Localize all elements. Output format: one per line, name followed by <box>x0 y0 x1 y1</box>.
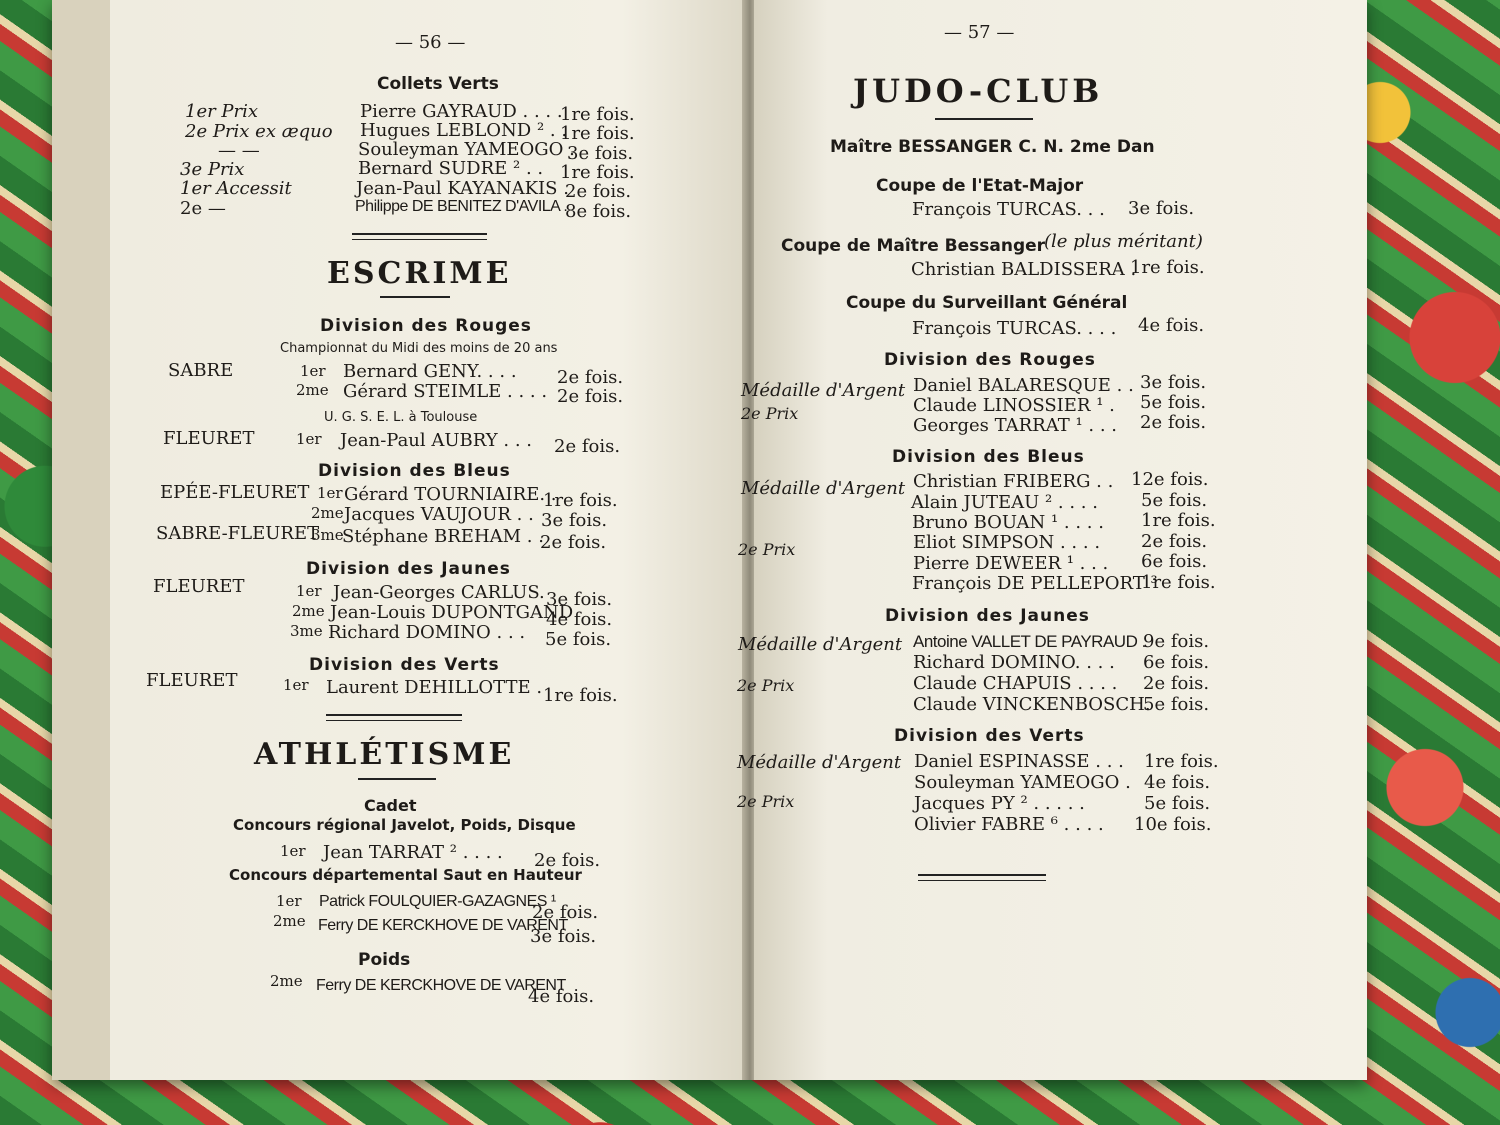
ath-row2-name-1: Patrick FOULQUIER-GAZAGNES ¹ <box>319 893 556 910</box>
coupe-etat-name: François TURCAS. . . <box>912 199 1105 220</box>
ath-row2-place-1: 1er <box>276 892 302 910</box>
verts-judo-name-3: Jacques PY ² . . . . . <box>914 793 1085 814</box>
judo-div-jaunes: Division des Jaunes <box>885 606 1090 626</box>
ath-row2-place-2: 2me <box>273 912 306 930</box>
sabre-fleuret-name: Stéphane BREHAM . . <box>342 526 544 547</box>
sabre-fleuret-label: SABRE-FLEURET <box>156 523 320 544</box>
sabre-fleuret-count: 2e fois. <box>540 532 607 553</box>
verts-name: Laurent DEHILLOTTE . <box>326 677 543 698</box>
collets-name-2: Hugues LEBLOND ² . . <box>360 120 568 141</box>
verts-judo-name-1: Daniel ESPINASSE . . . <box>914 751 1124 772</box>
fleuret1-name: Jean-Paul AUBRY . . . <box>340 430 532 451</box>
bleus-medaille-label: Médaille d'Argent <box>741 478 906 499</box>
concours1-label: Concours régional Javelot, Poids, Disque <box>233 816 576 834</box>
verts-judo-name-4: Olivier FABRE ⁶ . . . . <box>914 814 1104 835</box>
athletisme-title: ATHLÉTISME <box>254 737 515 772</box>
sabre-fleuret-place: 3me <box>311 526 344 544</box>
jaunes-judo-name-1: Antoine VALLET DE PAYRAUD . <box>913 632 1146 651</box>
jaunes-judo-name-2: Richard DOMINO. . . . <box>913 652 1115 673</box>
concours2-label: Concours départemental Saut en Hauteur <box>229 866 582 884</box>
ath-row3-name: Ferry DE KERCKHOVE DE VARENT <box>316 977 566 994</box>
jaunes-prix-label: 2e Prix <box>737 676 795 695</box>
fleuret1-count: 2e fois. <box>554 436 621 457</box>
epee-place-1: 1er <box>317 484 343 502</box>
bleus-name-4: Eliot SIMPSON . . . . <box>913 532 1101 553</box>
jaunes-medaille-label: Médaille d'Argent <box>738 634 903 655</box>
bleus-count-1: 12e fois. <box>1131 469 1209 490</box>
poids-label: Poids <box>358 950 411 970</box>
verts-count: 1re fois. <box>543 685 618 706</box>
jaunes-place-3: 3me <box>290 622 323 640</box>
collets-place-5: 1er Accessit <box>180 178 292 199</box>
sabre-name-1: Bernard GENY. . . . <box>343 361 517 382</box>
escrime-div-jaunes: Division des Jaunes <box>306 559 511 579</box>
jaunes-place-2: 2me <box>292 602 325 620</box>
verts-judo-name-2: Souleyman YAMEOGO . <box>914 772 1131 793</box>
jaunes-count-1: 3e fois. <box>546 589 613 610</box>
collets-place-2: 2e Prix ex æquo <box>185 121 333 142</box>
epee-place-2: 2me <box>311 504 344 522</box>
epee-count-2: 3e fois. <box>541 510 608 531</box>
coupe-surv-count: 4e fois. <box>1138 315 1205 336</box>
sabre-count-1: 2e fois. <box>557 367 624 388</box>
bleus-name-5: Pierre DEWEER ¹ . . . <box>913 553 1109 574</box>
sabre-name-2: Gérard STEIMLE . . . . <box>343 381 548 402</box>
verts-medaille-label: Médaille d'Argent <box>737 752 902 773</box>
jaunes-name-1: Jean-Georges CARLUS. <box>333 582 545 603</box>
collets-count-2: 1re fois. <box>560 123 635 144</box>
page-number-right: — 57 — <box>944 22 1015 43</box>
fleuret-label-3: FLEURET <box>146 670 238 691</box>
judo-div-bleus: Division des Bleus <box>892 447 1085 467</box>
jaunes-judo-count-2: 6e fois. <box>1143 652 1210 673</box>
maitre-line <box>830 137 1155 157</box>
verts-judo-count-1: 1re fois. <box>1144 751 1219 772</box>
bleus-name-3: Bruno BOUAN ¹ . . . . <box>912 512 1104 533</box>
coupe-surv-title: Coupe du Surveillant Général <box>846 293 1128 313</box>
epee-label: EPÉE-FLEURET <box>160 482 310 503</box>
ath-row3-place: 2me <box>270 972 303 990</box>
section-rule <box>352 233 487 240</box>
verts-place: 1er <box>283 676 309 694</box>
collets-name-3: Souleyman YAMEOGO . <box>358 139 575 160</box>
rouges-prix-label: 2e Prix <box>741 404 799 423</box>
collets-count-5: 2e fois. <box>565 181 632 202</box>
maitre-text: Maître BESSANGER C. N. 2me Dan <box>830 137 1155 157</box>
escrime-div-verts: Division des Verts <box>309 655 500 675</box>
ath-row2-name-2: Ferry DE KERCKHOVE DE VARENT <box>318 917 568 934</box>
coupe-etat-title: Coupe de l'Etat-Major <box>876 176 1084 196</box>
rouges-count-3: 2e fois. <box>1140 412 1207 433</box>
jaunes-judo-name-3: Claude CHAPUIS . . . . <box>913 673 1118 694</box>
bleus-count-6: 1re fois. <box>1141 572 1216 593</box>
sabre-label: SABRE <box>168 360 234 381</box>
section-rule <box>326 714 462 721</box>
collets-place-4: 3e Prix <box>180 159 245 180</box>
championnat-label: Championnat du Midi des moins de 20 ans <box>280 341 558 356</box>
bleus-name-2: Alain JUTEAU ² . . . . <box>911 492 1098 513</box>
collets-count-4: 1re fois. <box>560 162 635 183</box>
coupe-maitre-note: (le plus méritant) <box>1044 231 1203 252</box>
ath-row2-count-1: 2e fois. <box>532 902 599 923</box>
ugsel-label: U. G. S. E. L. à Toulouse <box>324 410 478 425</box>
collets-count-6: 8e fois. <box>565 201 632 222</box>
title-underline <box>380 296 450 298</box>
coupe-maitre-title: Coupe de Maître Bessanger <box>781 236 1046 256</box>
epee-name-2: Jacques VAUJOUR . . <box>344 504 534 525</box>
rouges-medaille-label: Médaille d'Argent <box>741 380 906 401</box>
ath-row3-count: 4e fois. <box>528 986 595 1007</box>
jaunes-judo-count-4: 5e fois. <box>1143 694 1210 715</box>
ath-row2-count-2: 3e fois. <box>530 926 597 947</box>
coupe-surv-name: François TURCAS. . . . <box>912 318 1117 339</box>
judo-div-verts: Division des Verts <box>894 726 1085 746</box>
verts-judo-count-4: 10e fois. <box>1134 814 1212 835</box>
fleuret1-place: 1er <box>296 430 322 448</box>
bleus-count-5: 6e fois. <box>1141 551 1208 572</box>
rouges-name-1: Daniel BALARESQUE . . <box>913 375 1134 396</box>
rouges-name-2: Claude LINOSSIER ¹ . <box>913 395 1115 416</box>
collets-name-4: Bernard SUDRE ² . . <box>358 158 544 179</box>
judo-club-title: JUDO-CLUB <box>853 72 1104 110</box>
verts-judo-count-3: 5e fois. <box>1144 793 1211 814</box>
title-underline <box>358 778 436 780</box>
section-rule <box>918 874 1046 881</box>
escrime-div-bleus: Division des Bleus <box>318 461 511 481</box>
coupe-maitre-count: 1re fois. <box>1130 257 1205 278</box>
ath-row1-name: Jean TARRAT ² . . . . <box>323 842 503 863</box>
bleus-count-3: 1re fois. <box>1141 510 1216 531</box>
bleus-prix-label: 2e Prix <box>738 540 796 559</box>
fleuret-label-1: FLEURET <box>163 428 255 449</box>
jaunes-count-3: 5e fois. <box>545 629 612 650</box>
escrime-div-rouges: Division des Rouges <box>320 316 532 336</box>
jaunes-judo-name-4: Claude VINCKENBOSCH. <box>913 694 1151 715</box>
bleus-count-2: 5e fois. <box>1141 490 1208 511</box>
bleus-name-1: Christian FRIBERG . . <box>913 471 1114 492</box>
fleuret-label-2: FLEURET <box>153 576 245 597</box>
jaunes-place-1: 1er <box>296 582 322 600</box>
page-number-left: — 56 — <box>395 32 466 53</box>
collets-place-1: 1er Prix <box>185 101 259 122</box>
coupe-maitre-name: Christian BALDISSERA . <box>911 259 1137 280</box>
epee-count-1: 1re fois. <box>543 490 618 511</box>
rouges-name-3: Georges TARRAT ¹ . . . <box>913 415 1118 436</box>
bleus-name-6: François DE PELLEPORT ³ <box>912 573 1158 594</box>
bleus-count-4: 2e fois. <box>1141 531 1208 552</box>
verts-prix-label: 2e Prix <box>737 792 795 811</box>
jaunes-judo-count-1: 9e fois. <box>1143 631 1210 652</box>
cadet-label: Cadet <box>364 796 417 815</box>
collets-name-1: Pierre GAYRAUD . . . . <box>360 101 563 122</box>
jaunes-name-3: Richard DOMINO . . . <box>328 622 526 643</box>
collets-count-3: 3e fois. <box>567 143 634 164</box>
judo-div-rouges: Division des Rouges <box>884 350 1096 370</box>
collets-title: Collets Verts <box>377 74 499 94</box>
collets-name-5: Jean-Paul KAYANAKIS . <box>356 178 569 199</box>
escrime-title: ESCRIME <box>327 256 512 291</box>
sabre-place-2: 2me <box>296 381 329 399</box>
collets-place-6: 2e — <box>180 198 226 219</box>
jaunes-judo-count-3: 2e fois. <box>1143 673 1210 694</box>
title-underline <box>935 118 1033 120</box>
sabre-count-2: 2e fois. <box>557 386 624 407</box>
epee-name-1: Gérard TOURNIAIRE. . <box>344 484 557 505</box>
coupe-etat-count: 3e fois. <box>1128 198 1195 219</box>
jaunes-count-2: 4e fois. <box>546 609 613 630</box>
collets-name-6: Philippe DE BENITEZ D'AVILA . <box>355 198 568 215</box>
ath-row1-count: 2e fois. <box>534 850 601 871</box>
collets-place-3: — — <box>218 140 260 161</box>
ath-row1-place: 1er <box>280 842 306 860</box>
sabre-place-1: 1er <box>300 362 326 380</box>
jaunes-name-2: Jean-Louis DUPONTGAND <box>330 602 574 623</box>
rouges-count-2: 5e fois. <box>1140 392 1207 413</box>
rouges-count-1: 3e fois. <box>1140 372 1207 393</box>
verts-judo-count-2: 4e fois. <box>1144 772 1211 793</box>
collets-count-1: 1re fois. <box>560 104 635 125</box>
